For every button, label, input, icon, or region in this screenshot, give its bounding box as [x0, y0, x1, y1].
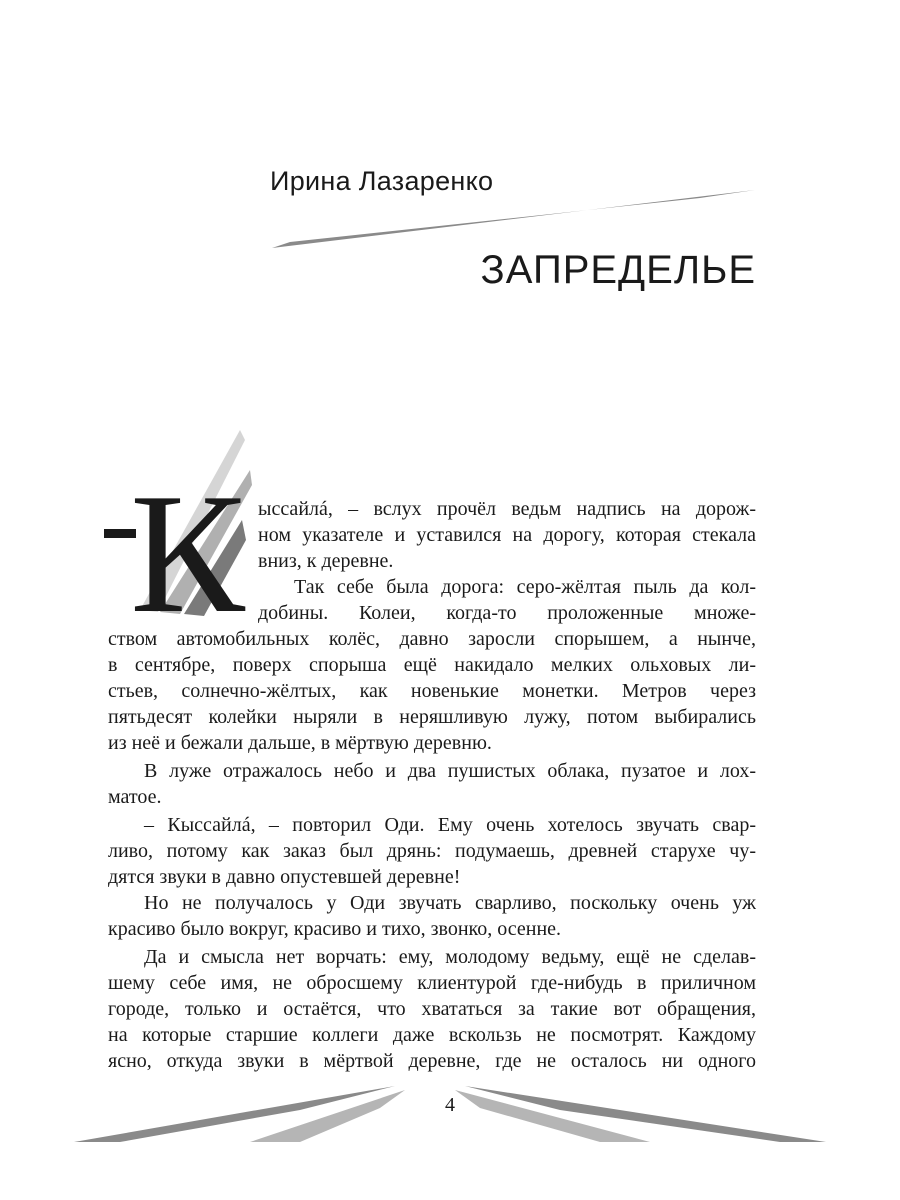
- chapter-title: ЗАПРЕДЕЛЬЕ: [480, 248, 756, 292]
- text-line: ясно, откуда звуки в мёртвой деревне, где не осталось ни одного: [108, 1050, 756, 1072]
- text-line: В луже отражалось небо и два пушистых облака, пузатое и лох-: [144, 760, 756, 782]
- text-line: ном указателе и уставился на дорогу, которая стекала: [258, 524, 756, 546]
- text-line: шему себе имя, не обросшему клиентурой где-нибудь в приличном: [108, 972, 756, 994]
- text-line: красиво было вокруг, красиво и тихо, звонко, осенне.: [108, 918, 562, 940]
- text-line: ливо, потому как заказ был дрянь: подумаешь, древней старухе чу-: [108, 840, 756, 862]
- page-number: 4: [445, 1094, 455, 1116]
- text-line: стьев, солнечно-жёлтых, как новенькие монетки. Метров через: [108, 680, 756, 702]
- text-line: – Кыссайлá, – повторил Оди. Ему очень хотелось звучать свар-: [144, 814, 756, 836]
- text-line: дятся звуки в давно опустевшей деревне!: [108, 866, 461, 888]
- text-line: из неё и бежали дальше, в мёртвую деревню.: [108, 732, 492, 754]
- text-line: Но не получалось у Оди звучать сварливо, поскольку очень уж: [144, 892, 756, 914]
- text-line: пятьдесят колейки ныряли в неряшливую лужу, потом выбирались: [108, 706, 756, 728]
- text-line: ством автомобильных колёс, давно заросли спорышем, а нынче,: [108, 628, 756, 650]
- text-line: в сентябре, поверх спорыша ещё накидало мелких ольховых ли-: [108, 654, 756, 676]
- author-name: Ирина Лазаренко: [270, 166, 494, 196]
- dropcap-letter: К: [130, 459, 245, 649]
- text-line: вниз, к деревне.: [258, 550, 394, 572]
- text-line: Так себе была дорога: серо-жёлтая пыль да кол-: [294, 576, 756, 598]
- text-line: на которые старшие коллеги даже вскользь не посмотрят. Каждому: [108, 1024, 756, 1046]
- text-line: ыссайлá, – вслух прочёл ведьм надпись на дорож-: [258, 498, 756, 520]
- text-line: Да и смысла нет ворчать: ему, молодому ведьму, ещё не сделав-: [144, 946, 756, 968]
- text-line: матое.: [108, 786, 162, 808]
- text-line: городе, только и остаётся, что хвататься за такие вот обращения,: [108, 998, 756, 1020]
- text-line: добины. Колеи, когда-то проложенные множе-: [258, 602, 756, 624]
